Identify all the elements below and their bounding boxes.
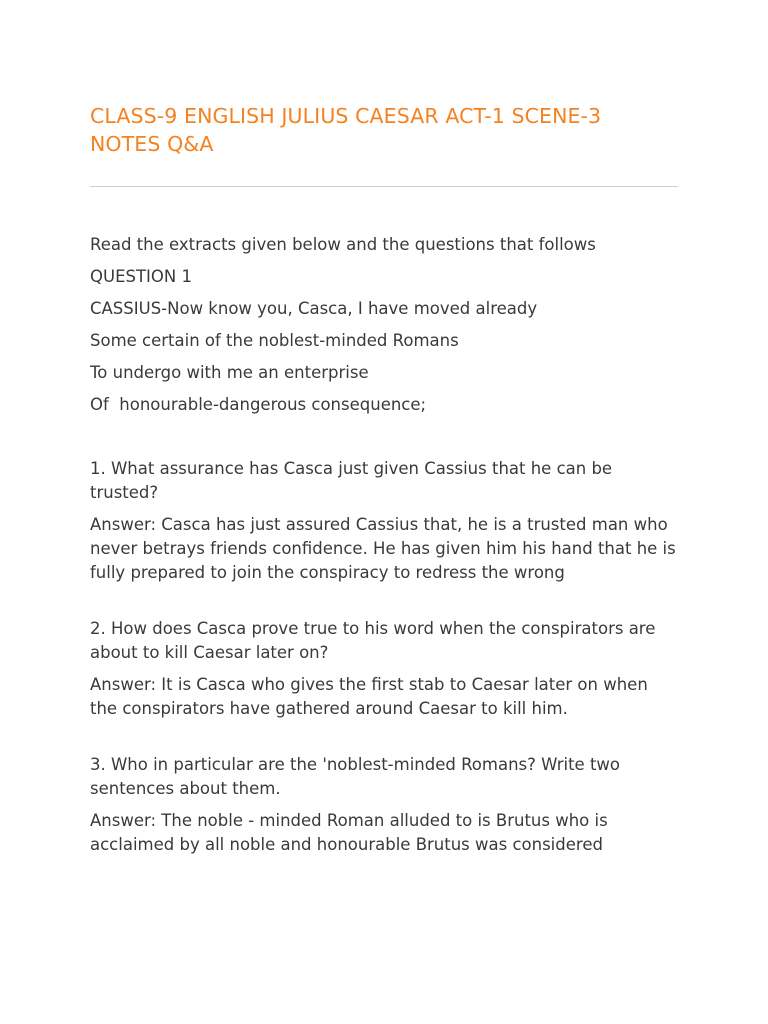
intro-text: Read the extracts given below and the questions that follows <box>90 235 596 254</box>
extract-line: Some certain of the noblest-minded Romans <box>90 331 459 350</box>
answer-text: Answer: It is Casca who gives the first stab to Caesar later on when the conspirators have gathered around Caesar to kill him. <box>90 675 648 718</box>
qa-item <box>90 617 678 721</box>
extract-block <box>90 297 678 417</box>
question-text: 3. Who in particular are the 'noblest-minded Romans? Write two sentences about them. <box>90 755 621 798</box>
extract-line: CASSIUS-Now know you, Casca, I have moved already <box>90 299 538 318</box>
title-divider <box>90 186 678 187</box>
qa-item <box>90 753 678 857</box>
question-heading: QUESTION 1 <box>90 267 192 286</box>
page-title: CLASS-9 ENGLISH JULIUS CAESAR ACT-1 SCENE-3 NOTES Q&A <box>90 104 602 156</box>
document-body <box>90 233 678 857</box>
question-text: 1. What assurance has Casca just given Cassius that he can be trusted? <box>90 459 613 502</box>
answer-text: Answer: The noble - minded Roman alluded to is Brutus who is acclaimed by all noble and honourable Brutus was considered <box>90 811 608 854</box>
qa-item <box>90 457 678 585</box>
extract-line: Of honourable-dangerous consequence; <box>90 395 427 414</box>
extract-line: To undergo with me an enterprise <box>90 363 369 382</box>
question-text: 2. How does Casca prove true to his word when the conspirators are about to kill Caesar later on? <box>90 619 656 662</box>
answer-text: Answer: Casca has just assured Cassius that, he is a trusted man who never betrays friends confidence. He has given him his hand that he is fully prepared to join the conspiracy to redress the wrong <box>90 515 676 582</box>
